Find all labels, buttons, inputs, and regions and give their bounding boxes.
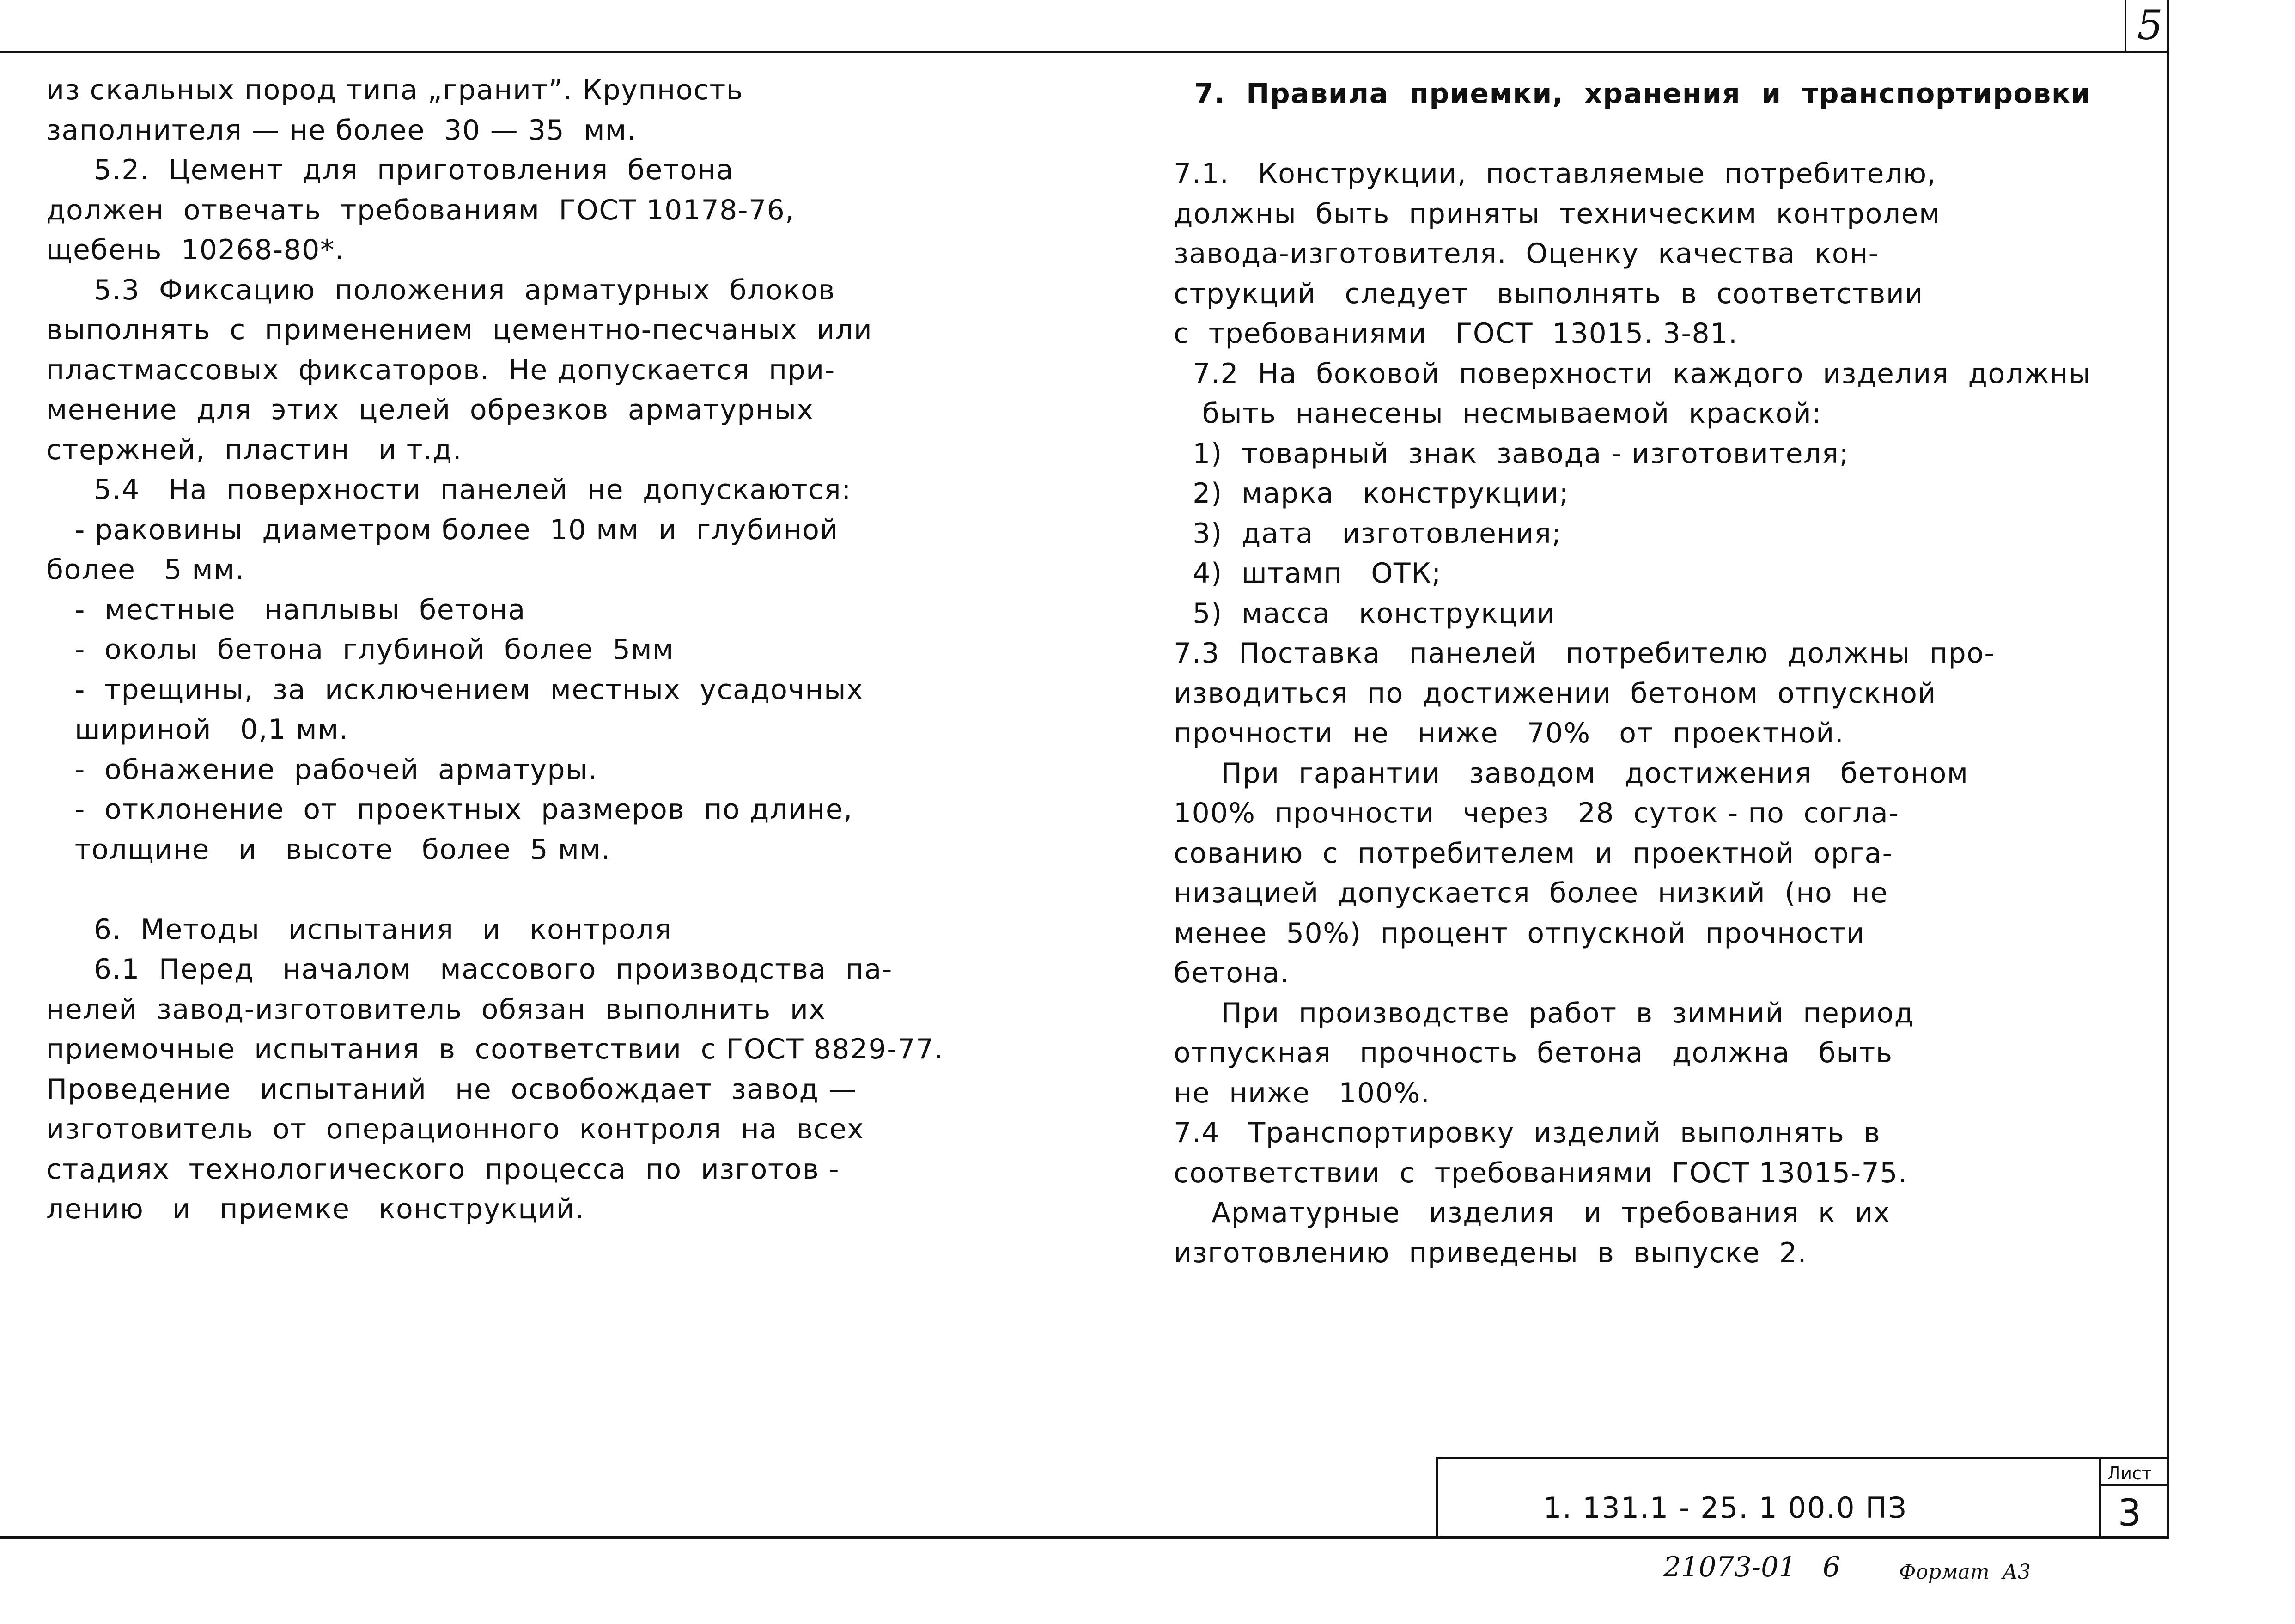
left-column-line: более 5 мм. xyxy=(46,553,245,586)
right-column-line: 7.3 Поставка панелей потребителю должны про- xyxy=(1174,637,1995,669)
inventory-number: 21073-01 6 xyxy=(1663,1551,1840,1583)
left-column-line: приемочные испытания в соответствии с ГОСТ 8829-77. xyxy=(46,1033,944,1065)
right-column-line: 4) штамп ОТК; xyxy=(1174,557,1442,590)
left-column-line: шириной 0,1 мм. xyxy=(46,713,349,746)
right-column-line: соответствии с требованиями ГОСТ 13015-75. xyxy=(1174,1156,1908,1189)
left-column-line: толщине и высоте более 5 мм. xyxy=(46,833,611,866)
left-column-line: должен отвечать требованиям ГОСТ 10178-76, xyxy=(46,194,795,226)
right-column-line: 3) дата изготовления; xyxy=(1174,517,1562,550)
left-column-line: 5.2. Цемент для приготовления бетона xyxy=(46,154,734,186)
paper-format: Формат А3 xyxy=(1899,1560,2031,1584)
left-column-line: 6.1 Перед началом массового производства па- xyxy=(46,953,893,985)
right-column-line: Арматурные изделия и требования к их xyxy=(1174,1197,1891,1229)
left-column-line: - местные наплывы бетона xyxy=(46,593,526,626)
right-column-line: 2) марка конструкции; xyxy=(1174,477,1570,510)
right-column-line: сованию с потребителем и проектной орга- xyxy=(1174,837,1893,870)
right-column-line: струкций следует выполнять в соответствии xyxy=(1174,277,1924,310)
right-column-line: При гарантии заводом достижения бетоном xyxy=(1174,757,1969,790)
title-block-left xyxy=(1436,1457,1438,1539)
left-column-line: - трещины, за исключением местных усадочных xyxy=(46,673,864,706)
left-column-line: 5.4 На поверхности панелей не допускаются: xyxy=(46,474,852,506)
left-column-line: 6. Методы испытания и контроля xyxy=(46,913,672,946)
right-column-line: с требованиями ГОСТ 13015. 3-81. xyxy=(1174,317,1738,350)
right-column-line: завода-изготовителя. Оценку качества кон- xyxy=(1174,237,1879,270)
left-column-line: выполнять с применением цементно-песчаных или xyxy=(46,314,873,346)
frame-right-line xyxy=(2167,0,2169,1539)
right-column-line: 1) товарный знак завода - изготовителя; xyxy=(1174,437,1850,470)
left-column-line: - отклонение от проектных размеров по длине, xyxy=(46,793,853,826)
right-column-line: низацией допускается более низкий (но не xyxy=(1174,877,1888,909)
frame-top-line xyxy=(0,51,2169,53)
left-column-line: стадиях технологического процесса по изготов - xyxy=(46,1153,840,1186)
left-column-line: заполнителя — не более 30 — 35 мм. xyxy=(46,114,637,146)
right-column-line: изводиться по достижении бетоном отпускной xyxy=(1174,677,1937,710)
left-column-line: менение для этих целей обрезков арматурных xyxy=(46,394,814,426)
right-column-line: быть нанесены несмываемой краской: xyxy=(1174,397,1822,430)
right-column-line: должны быть приняты техническим контролем xyxy=(1174,197,1941,230)
left-column-line: лению и приемке конструкций. xyxy=(46,1193,585,1225)
right-column-line: менее 50%) процент отпускной прочности xyxy=(1174,917,1865,949)
right-column-line: При производстве работ в зимний период xyxy=(1174,997,1914,1029)
left-column-line: щебень 10268-80*. xyxy=(46,234,345,266)
right-column-line: 7.2 На боковой поверхности каждого изделия должны xyxy=(1174,357,2091,390)
left-column-line: пластмассовых фиксаторов. Не допускается при- xyxy=(46,353,835,386)
left-column-line: - раковины диаметром более 10 мм и глубиной xyxy=(46,513,839,546)
left-column-line: нелей завод-изготовитель обязан выполнить их xyxy=(46,993,826,1026)
sheet-corner-number: 5 xyxy=(2137,1,2163,49)
sheet-label: Лист xyxy=(2107,1463,2152,1484)
right-column-line: изготовлению приведены в выпуске 2. xyxy=(1174,1236,1808,1269)
left-column-line: 5.3 Фиксацию положения арматурных блоков xyxy=(46,274,836,306)
left-column-line: - околы бетона глубиной более 5мм xyxy=(46,633,674,666)
frame-bottom-line xyxy=(0,1536,2169,1539)
right-column-line: прочности не ниже 70% от проектной. xyxy=(1174,717,1845,749)
right-column-line: бетона. xyxy=(1174,957,1290,989)
right-column-line: 7.1. Конструкции, поставляемые потребителю, xyxy=(1174,158,1937,190)
right-column-line: 7.4 Транспортировку изделий выполнять в xyxy=(1174,1117,1881,1149)
right-column-line: отпускная прочность бетона должна быть xyxy=(1174,1037,1893,1069)
title-block-top xyxy=(1437,1457,2169,1459)
document-designation: 1. 131.1 - 25. 1 00.0 ПЗ xyxy=(1543,1491,1907,1525)
right-column-line: 5) масса конструкции xyxy=(1174,597,1556,630)
left-column-line: - обнажение рабочей арматуры. xyxy=(46,753,598,786)
left-column-line: изготовитель от операционного контроля на всех xyxy=(46,1113,864,1145)
left-column-line: из скальных пород типа „гранит”. Крупность xyxy=(46,74,743,106)
right-column-line: 100% прочности через 28 суток - по согла- xyxy=(1174,797,1899,829)
left-column-line: Проведение испытаний не освобождает завод — xyxy=(46,1073,857,1106)
right-column-line: не ниже 100%. xyxy=(1174,1077,1431,1109)
sheet-number: 3 xyxy=(2118,1491,2142,1534)
right-column-line: 7. Правила приемки, хранения и транспортировки xyxy=(1174,78,2091,110)
left-column-line: стержней, пластин и т.д. xyxy=(46,433,463,466)
